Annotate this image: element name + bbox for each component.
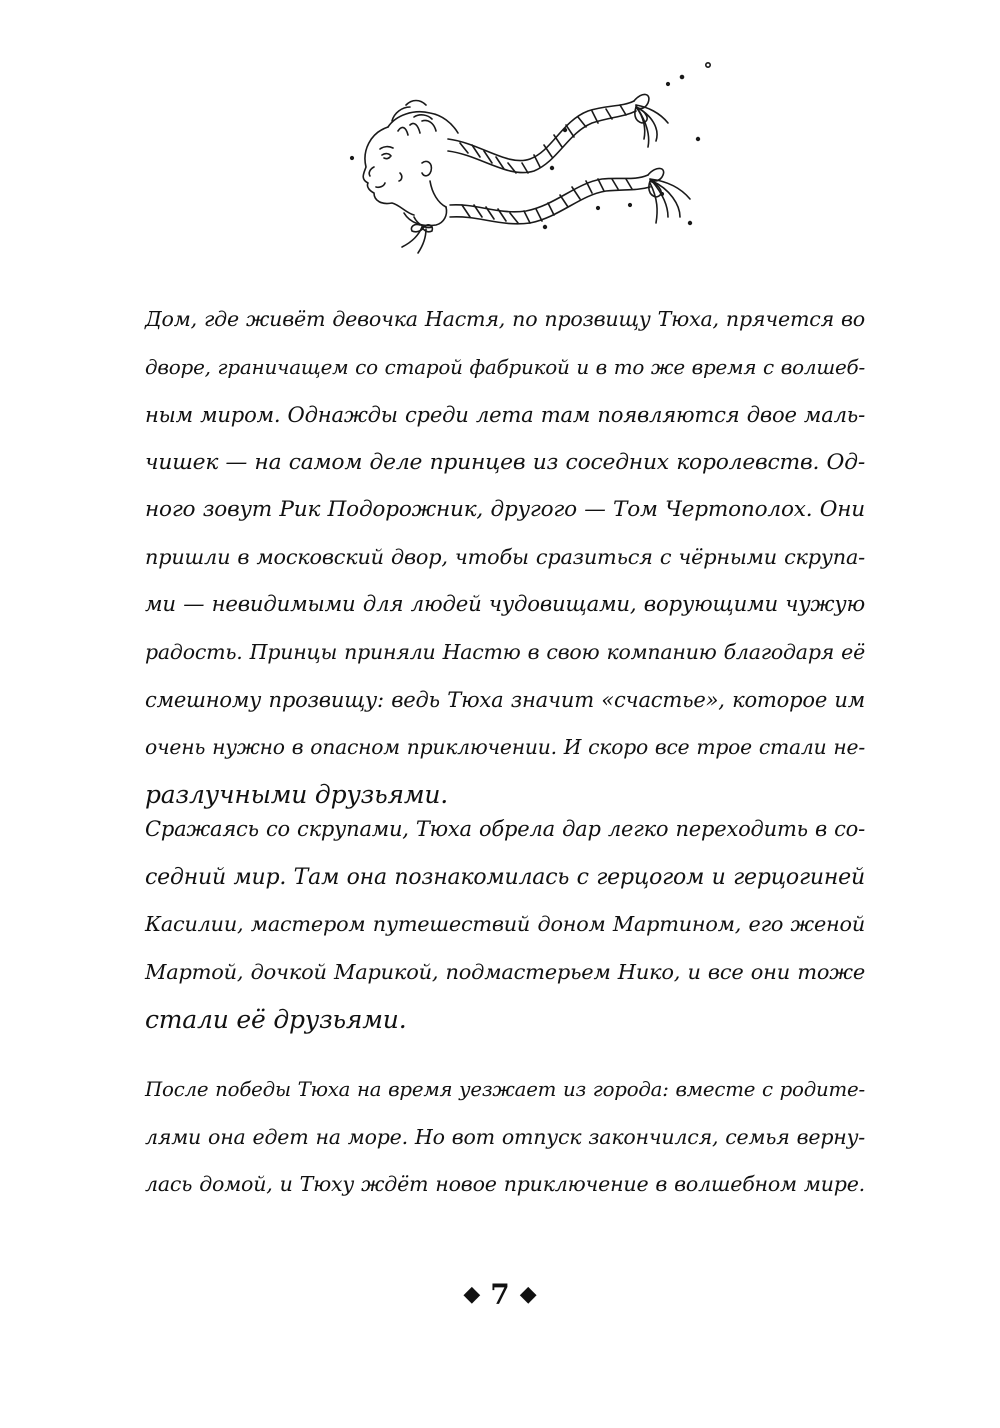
text-line: После победы Тюха на время уезжает из города: вместе с родите- <box>145 1078 865 1101</box>
text-line: разлучными друзьями. <box>145 780 449 809</box>
text-line: очень нужно в опасном приключении. И скоро все трое стали не- <box>145 734 865 759</box>
text-line: стали её друзьями. <box>145 1005 407 1034</box>
paragraph-intro <box>145 296 865 819</box>
text-line: дворе, граничащем со старой фабрикой и в то же время с волшеб- <box>145 355 865 379</box>
text-line: ного зовут Рик Подорожник, другого — Том Чертополох. Они <box>145 497 865 522</box>
text-line: чишек — на самом деле принцев из соседних королевств. Од- <box>145 449 865 475</box>
paragraph-after-victory <box>145 1066 865 1209</box>
text-line: лями она едет на море. Но вот отпуск закончился, семья верну- <box>145 1124 865 1149</box>
text-line: Мартой, дочкой Марикой, подмастерьем Нико, и все они тоже <box>145 959 865 984</box>
text-line: Касилии, мастером путешествий доном Мартином, его женой <box>145 912 865 936</box>
text-line: ным миром. Однажды среди лета там появляются двое маль- <box>145 402 865 427</box>
page-number: 7 <box>490 1278 510 1311</box>
diamond-ornament-icon: ◆ <box>463 1281 481 1307</box>
paragraph-neighbor-world <box>145 806 865 1044</box>
text-line: смешному прозвищу: ведь Тюха значит «счастье», которое им <box>145 687 865 712</box>
text-line: пришли в московский двор, чтобы сразиться с чёрными скрупа- <box>145 544 865 569</box>
page-footer <box>0 1278 1000 1311</box>
diamond-ornament-icon: ◆ <box>519 1281 537 1307</box>
text-line: Сражаясь со скрупами, Тюха обрела дар легко переходить в со- <box>145 817 865 841</box>
girl-with-braids-icon <box>330 55 720 270</box>
text-line: седний мир. Там она познакомилась с герцогом и герцогиней <box>145 864 865 890</box>
text-line: радость. Принцы приняли Настю в свою компанию благодаря её <box>145 639 865 664</box>
text-line: ми — невидимыми для людей чудовищами, ворующими чужую <box>145 592 865 617</box>
text-line: лась домой, и Тюху ждёт новое приключение в волшебном мире. <box>145 1172 865 1196</box>
text-line: Дом, где живёт девочка Настя, по прозвищу Тюха, прячется во <box>145 307 865 331</box>
